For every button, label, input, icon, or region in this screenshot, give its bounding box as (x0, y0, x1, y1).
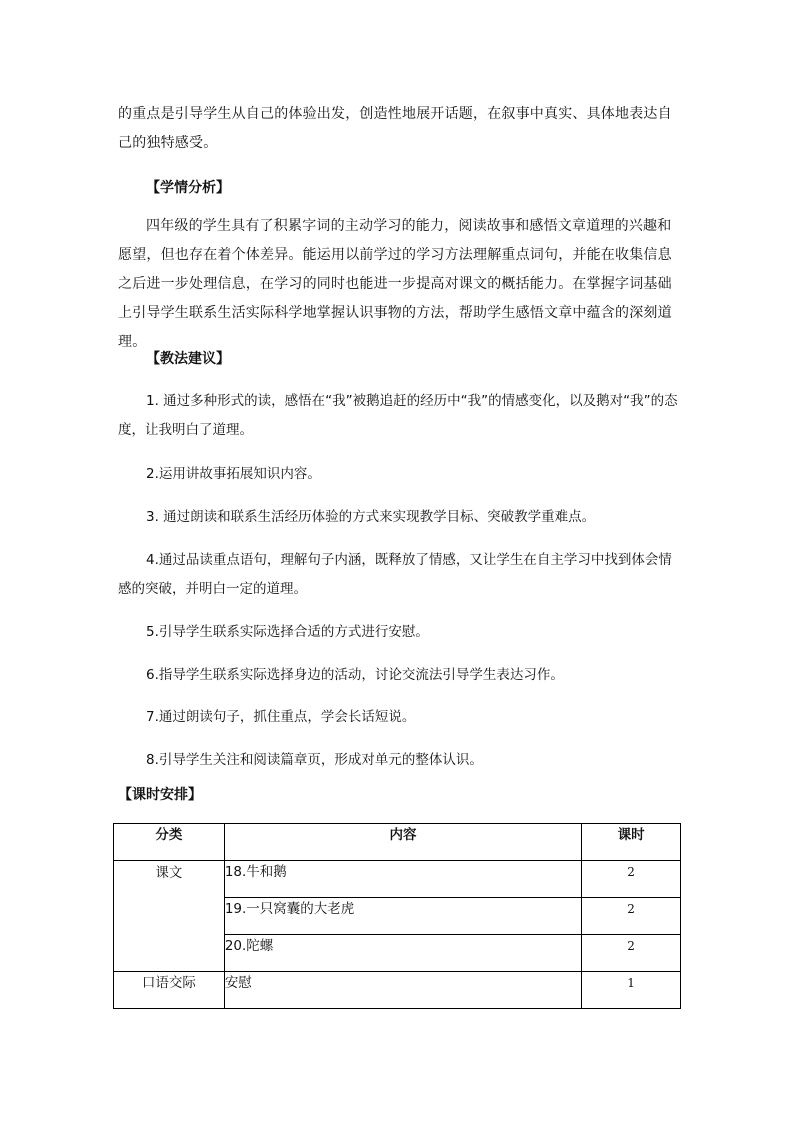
analysis-heading: 【学情分析】 (146, 180, 230, 196)
header-hours: 课时 (582, 824, 681, 861)
header-category: 分类 (114, 824, 225, 861)
suggestion-item-4: 4.通过品读重点语句，理解句子内涵，既释放了情感，又让学生在自主学习中找到体会情感的突破，并明白一定的道理。 (118, 552, 672, 597)
suggestion-item-2: 2.运用讲故事拓展知识内容。 (146, 466, 321, 482)
hours-cell: 2 (582, 935, 681, 972)
suggestion-item-3: 3. 通过朗读和联系生活经历体验的方式来实现教学目标、突破教学重难点。 (146, 509, 596, 525)
content-cell: 安慰 (224, 972, 581, 1009)
table-row (114, 861, 681, 898)
schedule-table (113, 823, 681, 1009)
table-row (114, 972, 681, 1009)
suggestions-heading: 【教法建议】 (146, 351, 230, 367)
suggestion-item-8: 8.引导学生关注和阅读篇章页，形成对单元的整体认识。 (146, 752, 483, 768)
table-header-row (114, 824, 681, 861)
hours-cell: 1 (582, 972, 681, 1009)
category-cell: 课文 (114, 861, 225, 972)
suggestion-item-6: 6.指导学生联系实际选择身边的活动，讨论交流法引导学生表达习作。 (146, 667, 564, 683)
suggestion-item-5: 5.引导学生联系实际选择合适的方式进行安慰。 (146, 624, 429, 640)
intro-paragraph: 的重点是引导学生从自己的体验出发，创造性地展开话题，在叙事中真实、具体地表达自己的独特感受。 (118, 106, 672, 151)
header-content: 内容 (224, 824, 581, 861)
schedule-heading: 【课时安排】 (118, 787, 202, 803)
content-cell: 20.陀螺 (224, 935, 581, 972)
suggestion-item-7: 7.通过朗读句子，抓住重点，学会长话短说。 (146, 709, 416, 725)
hours-cell: 2 (582, 898, 681, 935)
suggestion-item-1: 1. 通过多种形式的读，感悟在“我”被鹅追赶的经历中“我”的情感变化，以及鹅对“我”的态度，让我明白了道理。 (118, 393, 678, 438)
content-cell: 18.牛和鹅 (224, 861, 581, 898)
content-cell: 19.一只窝囊的大老虎 (224, 898, 581, 935)
hours-cell: 2 (582, 861, 681, 898)
category-cell: 口语交际 (114, 972, 225, 1009)
analysis-paragraph: 四年级的学生具有了积累字词的主动学习的能力，阅读故事和感悟文章道理的兴趣和愿望，但也存在着个体差异。能运用以前学过的学习方法理解重点词句，并能在收集信息之后进一步处理信息，在学习的同时也能进一步提高对课文的概括能力。在掌握字词基础上引导学生联系生活实际科学地掌握认识事物的方法，帮助学生感悟文章中蕴含的深刻道理。 (118, 218, 672, 350)
